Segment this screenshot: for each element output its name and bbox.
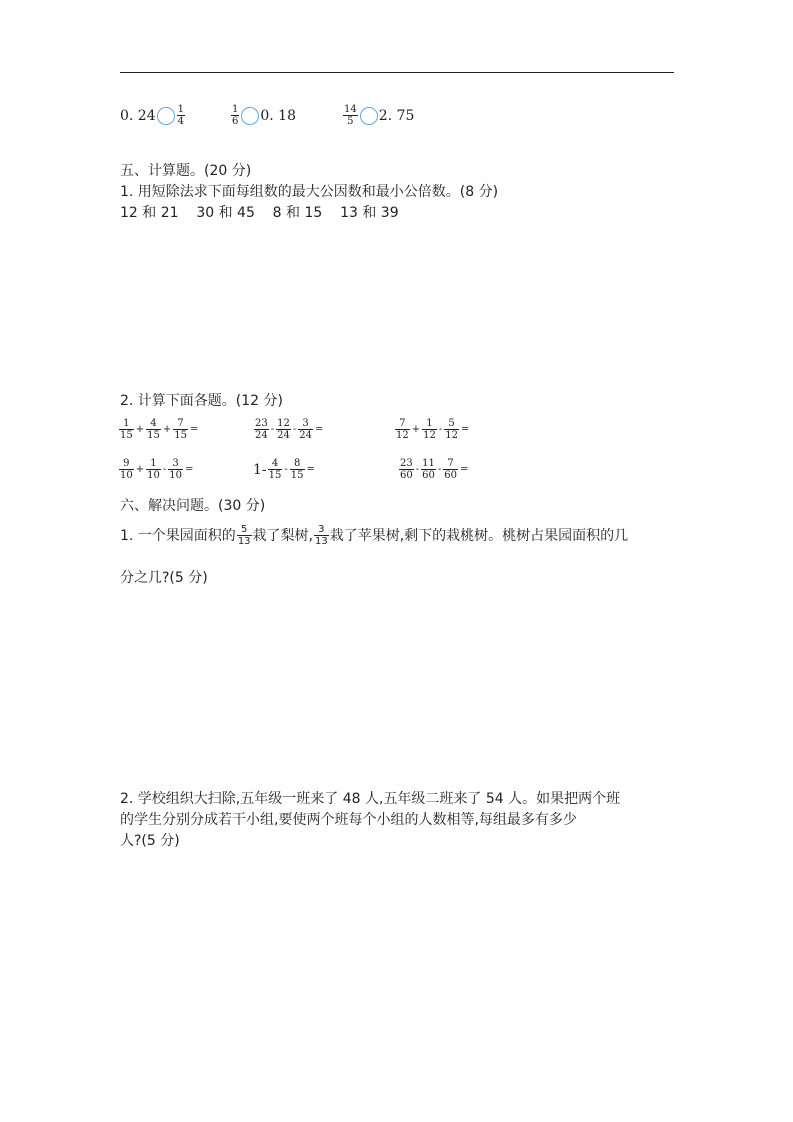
section-5-title: 五、计算题。(20 分) [120,163,252,179]
operator: - [270,424,275,435]
operator: + [162,424,172,435]
fraction: $\frac{3}{13}$ [315,524,328,547]
operator: + [411,424,421,435]
compare-right: 0. 18 [260,107,296,124]
operator: - [292,424,297,435]
fraction: $\frac{4}{15}$ [147,418,160,441]
equals-sign: = [459,464,469,475]
operator: + [135,464,145,475]
fraction: $\frac{1}{12}$ [423,418,436,441]
expr-6 [398,458,469,481]
fraction: $\frac{7}{15}$ [174,418,187,441]
fraction: $\frac{1}{6}$ [232,104,239,127]
section-6-title: 六、解决问题。(30 分) [120,498,266,514]
expr-2 [253,418,324,441]
fraction: $\frac{7}{12}$ [396,418,409,441]
fraction: $\frac{23}{60}$ [400,458,413,481]
expr-lead: 1- [253,461,267,478]
question-6-2-line1: 2. 学校组织大扫除,五年级一班来了 48 人,五年级二班来了 54 人。如果把两个班 [120,791,621,807]
compare-right: 2. 75 [378,107,415,124]
question-6-1-line2: 分之几?(5 分) [120,570,208,586]
question-6-2-line2: 的学生分别分成若干小组,要使两个班每个小组的人数相等,每组最多有多少 [120,812,577,828]
operator: - [415,464,420,475]
fraction: $\frac{12}{24}$ [277,418,290,441]
fraction: $\frac{7}{60}$ [444,458,457,481]
question-5-2-title: 2. 计算下面各题。(12 分) [120,393,283,409]
equals-sign: = [184,464,194,475]
fraction: $\frac{23}{24}$ [255,418,268,441]
answer-circle[interactable] [360,107,378,125]
question-5-1-title: 1. 用短除法求下面每组数的最大公因数和最小公倍数。(8 分) [120,184,499,200]
expr-4 [118,458,194,481]
answer-circle[interactable] [241,107,259,125]
fraction: $\frac{14}{5}$ [344,104,357,127]
fraction: $\frac{4}{15}$ [268,458,282,481]
operator: - [438,424,443,435]
expr-5 [253,458,316,481]
fraction: $\frac{8}{15}$ [290,458,304,481]
fraction: $\frac{5}{13}$ [237,524,251,547]
equals-sign: = [306,464,315,475]
answer-circle[interactable] [157,107,175,125]
fraction: $\frac{1}{4}$ [177,104,184,127]
question-6-1: 1. 一个果园面积的 $\frac{5}{13}$ 栽了梨树, $\frac{3}{13}$ 栽了苹果树,剩下的栽桃树。桃树占果园面积的几 [120,524,629,547]
fraction: $\frac{1}{10}$ [147,458,160,481]
equals-sign: = [314,424,324,435]
operator: + [135,424,145,435]
compare-item-1 [120,104,186,127]
fraction: $\frac{3}{24}$ [299,418,312,441]
fraction: $\frac{9}{10}$ [120,458,133,481]
fraction: $\frac{3}{10}$ [169,458,182,481]
operator: - [284,464,288,475]
fraction: $\frac{1}{15}$ [120,418,133,441]
question-6-2-line3: 人?(5 分) [120,833,180,849]
operator: - [437,464,442,475]
compare-left: 0. 24 [120,107,156,124]
operator: - [162,464,167,475]
question-5-1-pairs: 12 和 21 30 和 45 8 和 15 13 和 39 [120,205,399,221]
fraction: $\frac{5}{12}$ [445,418,458,441]
expr-1 [118,418,199,441]
expr-3 [394,418,470,441]
fraction: $\frac{11}{60}$ [422,458,435,481]
equals-sign: = [460,424,470,435]
compare-item-3 [342,104,414,127]
top-rule [120,72,674,73]
equals-sign: = [189,424,199,435]
compare-item-2 [230,104,296,127]
